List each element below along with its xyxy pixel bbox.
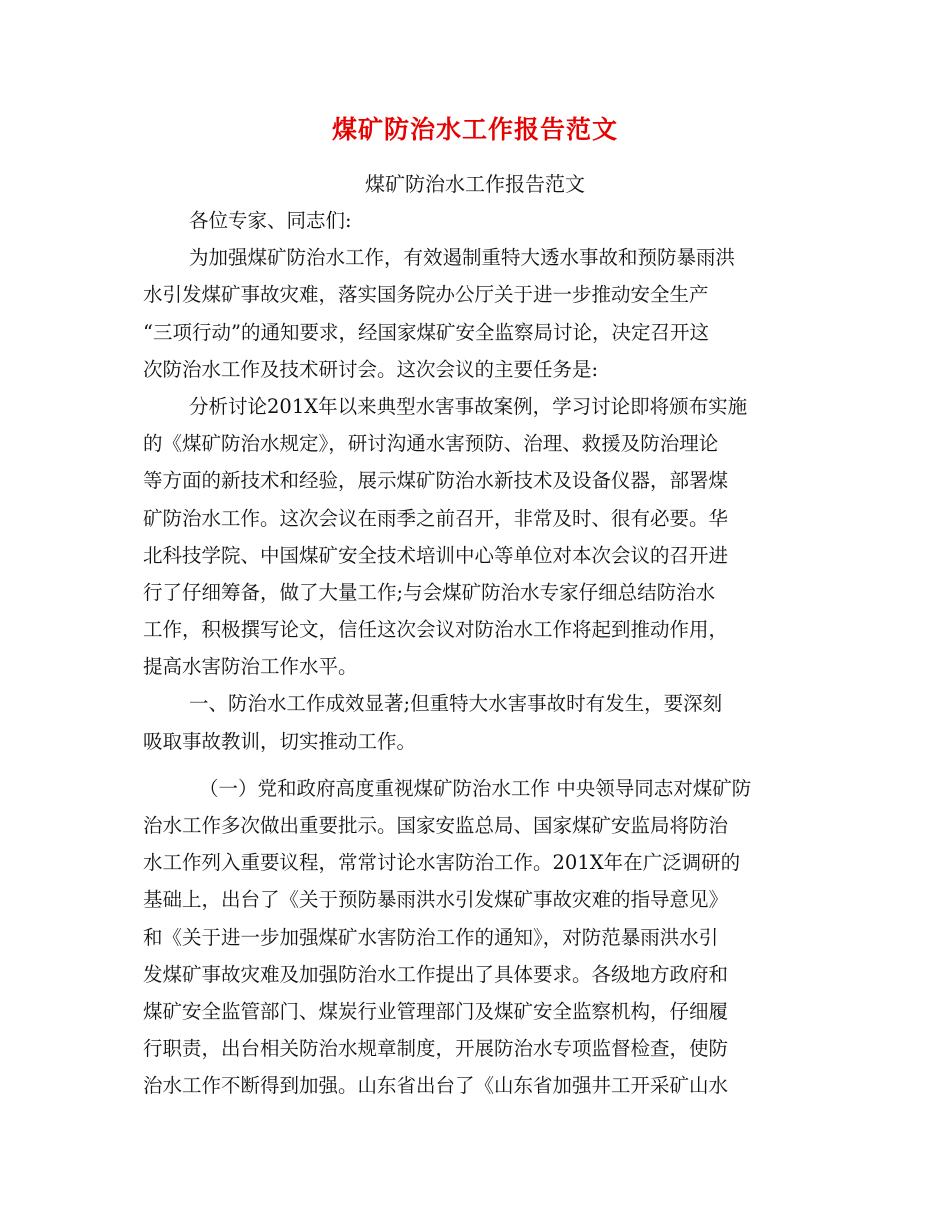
paragraph-line: 基础上，出台了《关于预防暴雨洪水引发煤矿事故灾难的指导意见》 xyxy=(143,888,729,912)
paragraph-line: 发煤矿事故灾难及加强防治水工作提出了具体要求。各级地方政府和 xyxy=(143,962,729,986)
document-subtitle: 煤矿防治水工作报告范文 xyxy=(365,172,585,196)
document-body xyxy=(143,202,808,1105)
paragraph-line: 水工作列入重要议程，常常讨论水害防治工作。201X年在广泛调研的 xyxy=(143,851,741,875)
paragraph-line: 治水工作不断得到加强。山东省出台了《山东省加强井工开采矿山水 xyxy=(143,1074,729,1098)
paragraph-line: 次防治水工作及技术研讨会。这次会议的主要任务是: xyxy=(143,357,599,381)
document-title: 煤矿防治水工作报告范文 xyxy=(331,115,618,144)
paragraph-line: 治水工作多次做出重要批示。国家安监总局、国家煤矿安监局将防治 xyxy=(143,814,729,837)
paragraph-line: 水引发煤矿事故灾难，落实国务院办公厅关于进一步推动安全生产 xyxy=(143,283,709,307)
paragraph-gap xyxy=(143,760,808,770)
subsection-line: （一）党和政府高度重视煤矿防治水工作 中央领导同志对煤矿防 xyxy=(199,776,752,800)
paragraph-line: 等方面的新技术和经验，展示煤矿防治水新技术及设备仪器，部署煤 xyxy=(143,469,729,493)
paragraph-line: 煤矿安全监管部门、煤炭行业管理部门及煤矿安全监察机构，仔细履 xyxy=(143,999,729,1023)
section-heading-line: 吸取事故教训，切实推动工作。 xyxy=(143,729,417,753)
paragraph-line: 的《煤矿防治水规定》，研讨沟通水害预防、治理、救援及防治理论 xyxy=(143,432,719,456)
paragraph-line: 提高水害防治工作水平。 xyxy=(143,655,358,679)
paragraph-line: 和《关于进一步加强煤矿水害防治工作的通知》，对防范暴雨洪水引 xyxy=(143,925,719,949)
section-heading-line: 一、防治水工作成效显著;但重特大水害事故时有发生，要深刻 xyxy=(189,692,723,716)
paragraph-line: 北科技学院、中国煤矿安全技术培训中心等单位对本次会议的召开进 xyxy=(143,543,729,567)
paragraph-line: “三项行动”的通知要求，经国家煤矿安全监察局讨论，决定召开这 xyxy=(143,320,709,344)
paragraph-line: 矿防治水工作。这次会议在雨季之前召开，非常及时、很有必要。华 xyxy=(143,506,729,530)
paragraph-line: 为加强煤矿防治水工作，有效遏制重特大透水事故和预防暴雨洪 xyxy=(189,246,736,270)
paragraph-line: 工作，积极撰写论文，信任这次会议对防治水工作将起到推动作用， xyxy=(143,618,729,642)
paragraph-line: 行了仔细筹备，做了大量工作;与会煤矿防治水专家仔细总结防治水 xyxy=(143,580,716,604)
paragraph-line: 行职责，出台相关防治水规章制度，开展防治水专项监督检查，使防 xyxy=(143,1037,729,1061)
paragraph-line: 分析讨论201X年以来典型水害事故案例，学习讨论即将颁布实施 xyxy=(189,394,748,418)
salutation: 各位专家、同志们: xyxy=(189,209,352,232)
